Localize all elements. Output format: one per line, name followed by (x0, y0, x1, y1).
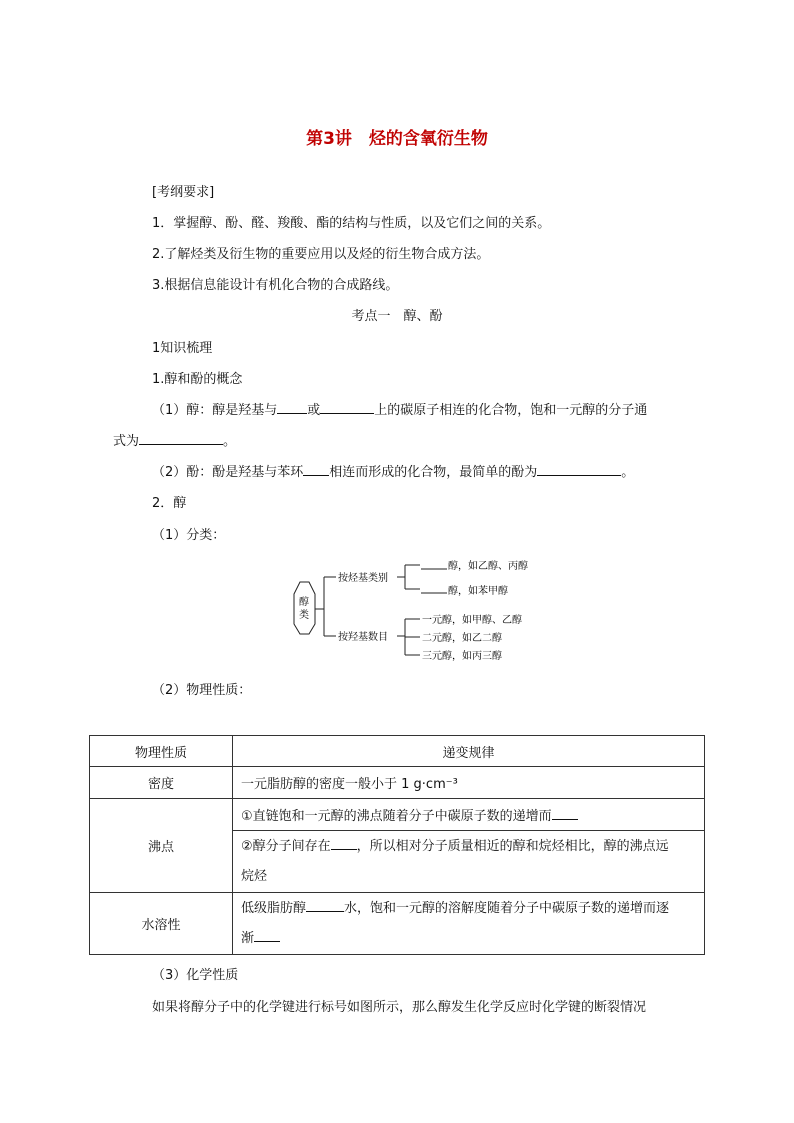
table-header: 递变规律 (233, 736, 705, 767)
branch-by-hydrocarbon: 按烃基类别 (338, 573, 388, 584)
section-heading: 考点一 醇、酚 (351, 309, 443, 324)
classification-label: （1）分类： (152, 528, 226, 543)
density-rule: 一元脂肪醇的密度一般小于 1 g·cm⁻³ (233, 767, 705, 799)
table-header-row (90, 736, 705, 767)
table-row (90, 893, 705, 955)
requirement-item: 3.根据信息能设计有机化合物的合成路线。 (152, 278, 399, 293)
row-label-boiling: 沸点 (90, 799, 233, 893)
classification-diagram (280, 552, 540, 668)
subheading-knowledge: 1知识梳理 (152, 341, 213, 356)
row-label-density: 密度 (90, 767, 233, 799)
answer-blank (552, 807, 578, 820)
table-row (90, 767, 705, 799)
subheading-concepts: 1.醇和酚的概念 (152, 372, 243, 387)
chemical-properties-label: （3）化学性质 (152, 968, 239, 983)
table-row (90, 799, 705, 831)
answer-blank (306, 899, 344, 912)
phenol-definition: （2）酚：酚是羟基与苯环 相连而形成的化合物，最简单的酚为 。 (152, 465, 635, 480)
row-label-solubility: 水溶性 (90, 893, 233, 955)
body-paragraph: 如果将醇分子中的化学键进行标号如图所示，那么醇发生化学反应时化学键的断裂情况 (152, 1000, 647, 1015)
alcohol-definition: （1）醇：醇是羟基与 或 上的碳原子相连的化合物，饱和一元醇的分子通 (152, 403, 648, 418)
subheading-alcohol: 2．醇 (152, 496, 187, 511)
leaf-trihydric: 三元醇，如丙三醇 (422, 651, 502, 662)
answer-blank (139, 432, 223, 445)
leaf-dihydric: 二元醇，如乙二醇 (422, 633, 502, 644)
answer-blank (537, 463, 621, 476)
leaf-aliphatic: 醇，如乙醇、丙醇 (448, 561, 528, 572)
answer-blank (254, 929, 280, 942)
table-header: 物理性质 (90, 736, 233, 767)
boiling-rule-1: ①直链饱和一元醇的沸点随着分子中碳原子数的递增而 (233, 799, 705, 831)
page-title: 第3讲 烃的含氧衍生物 (306, 129, 488, 149)
solubility-rule: 低级脂肪醇 水，饱和一元醇的溶解度随着分子中碳原子数的递增而逐 渐 (233, 893, 705, 955)
root-label-top: 醇 (299, 597, 309, 608)
requirement-item: 2.了解烃类及衍生物的重要应用以及烃的衍生物合成方法。 (152, 247, 490, 262)
alcohol-formula-line: 式为 。 (113, 434, 237, 449)
root-hexagon (294, 582, 315, 634)
boiling-rule-2: ②醇分子间存在 ，所以相对分子质量相近的醇和烷烃相比，醇的沸点远 烷烃 (233, 831, 705, 893)
physical-properties-label: （2）物理性质： (152, 683, 252, 698)
leaf-monohydric: 一元醇，如甲醇、乙醇 (422, 615, 522, 626)
branch-by-hydroxyl-count: 按羟基数目 (338, 632, 388, 643)
answer-blank (277, 401, 307, 414)
root-label-bottom: 类 (299, 610, 309, 621)
answer-blank (303, 463, 329, 476)
answer-blank (331, 837, 357, 850)
answer-blank (320, 401, 374, 414)
physical-properties-table (89, 735, 705, 955)
requirement-item: 1．掌握醇、酚、醛、羧酸、酯的结构与性质，以及它们之间的关系。 (152, 216, 551, 231)
leaf-aromatic: 醇，如苯甲醇 (448, 586, 508, 597)
requirements-heading: [考纲要求] (152, 185, 215, 200)
